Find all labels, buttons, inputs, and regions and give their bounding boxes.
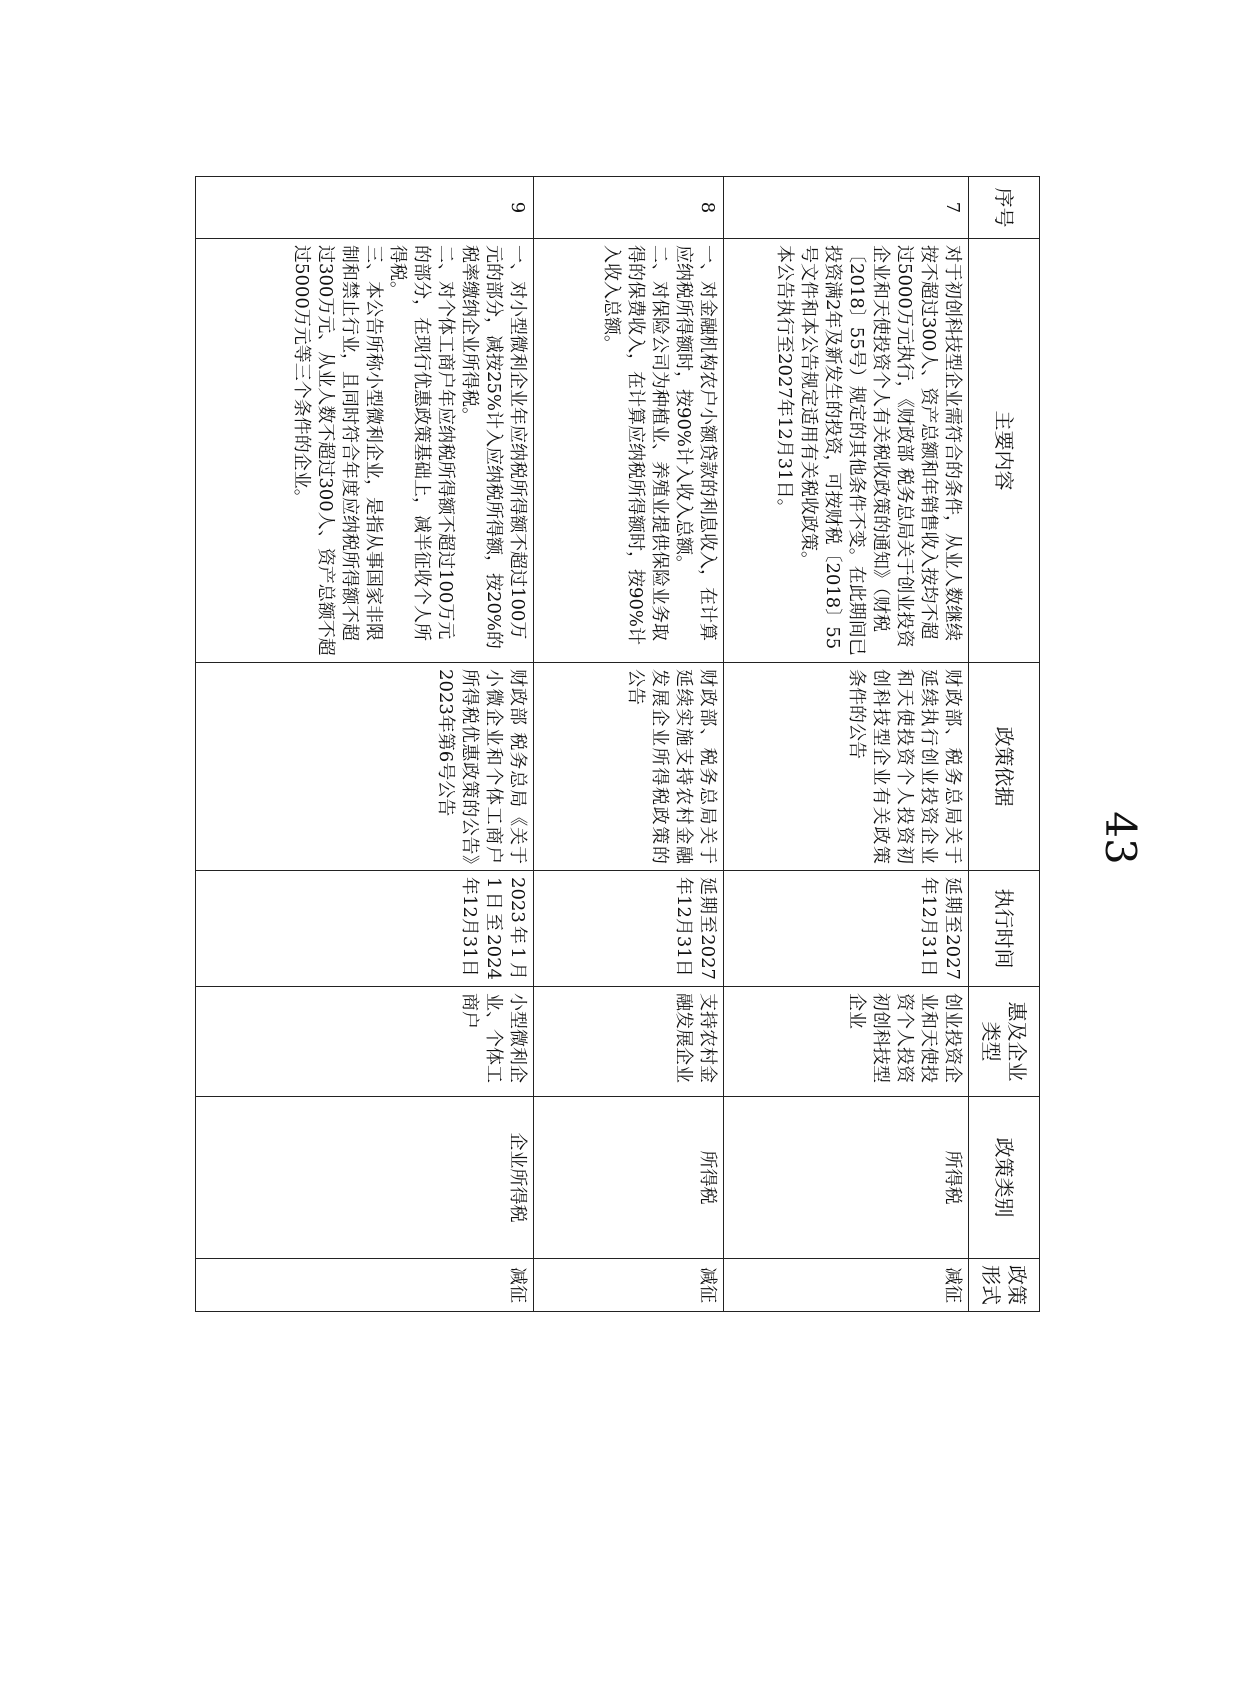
content-paragraph: 二、对保险公司为种植业、养殖业提供保险业务取得的保费收入，在计算应纳税所得额时，按90%计入收入总额。 bbox=[601, 245, 670, 646]
content-paragraph: 二、对个体工商户年应纳税所得额不超过100万元的部分，在现行优惠政策基础上，减半征收个人所得税。 bbox=[387, 245, 456, 641]
row-form: 减征 bbox=[724, 1259, 969, 1312]
row-content bbox=[534, 239, 724, 663]
content-paragraph: 本公告执行至2027年12月31日。 bbox=[774, 245, 795, 517]
row-category: 企业所得税 bbox=[196, 1097, 534, 1259]
row-category: 所得税 bbox=[724, 1097, 969, 1259]
row-form: 减征 bbox=[196, 1259, 534, 1312]
header-category: 政策类别 bbox=[969, 1097, 1040, 1259]
rotated-page-frame bbox=[195, 176, 1040, 1311]
header-seq: 序号 bbox=[969, 177, 1040, 239]
header-form: 政策形式 bbox=[969, 1259, 1040, 1312]
header-time: 执行时间 bbox=[969, 871, 1040, 987]
header-content: 主要内容 bbox=[969, 239, 1040, 663]
policy-table bbox=[195, 176, 1040, 1312]
content-paragraph: 一、对金融机构农户小额贷款的利息收入，在计算应纳税所得额时，按90%计入收入总额。 bbox=[673, 245, 718, 641]
row-beneficiary: 小型微利企业、个体工商户 bbox=[196, 987, 534, 1097]
content-paragraph: 一、对小型微利企业年应纳税所得额不超过100万元的部分，减按25%计入应纳税所得额，按20%的税率缴纳企业所得税。 bbox=[459, 245, 528, 650]
row-seq: 8 bbox=[534, 177, 724, 239]
content-paragraph: 对于初创科技型企业需符合的条件，从业人数继续按不超过300人、资产总额和年销售收入按均不超过5000万元执行，《财政部 税务总局关于创业投资企业和天使投资个人有关税收政策的通知》（财税〔2018〕55号）规定的其他条件不变。在此期间已投资满2年及新发生的投资，可按财税〔2018〕55号文件和本公告规定适用有关税收政策。 bbox=[798, 245, 963, 656]
table-row bbox=[724, 177, 969, 1312]
row-form: 减征 bbox=[534, 1259, 724, 1312]
row-seq: 9 bbox=[196, 177, 534, 239]
row-basis: 财政部、税务总局关于延续实施支持农村金融发展企业所得税政策的公告 bbox=[534, 663, 724, 871]
table-row bbox=[534, 177, 724, 1312]
row-beneficiary: 支持农村金融发展企业 bbox=[534, 987, 724, 1097]
content-paragraph: 三、本公告所称小型微利企业，是指从事国家非限制和禁止行业，且同时符合年度应纳税所得额不超过300万元、从业人数不超过300人、资产总额不超过5000万元等三个条件的企业。 bbox=[291, 245, 384, 656]
row-content bbox=[724, 239, 969, 663]
table-row bbox=[196, 177, 534, 1312]
row-basis: 财政部 税务总局《关于小微企业和个体工商户所得税优惠政策的公告》2023年第6号公告 bbox=[196, 663, 534, 871]
row-content bbox=[196, 239, 534, 663]
row-seq: 7 bbox=[724, 177, 969, 239]
row-basis: 财政部、税务总局关于延续执行创业投资企业和天使投资个人投资初创科技型企业有关政策条件的公告 bbox=[724, 663, 969, 871]
table-header-row bbox=[969, 177, 1040, 1312]
row-category: 所得税 bbox=[534, 1097, 724, 1259]
page-number: 43 bbox=[1096, 811, 1145, 865]
header-basis: 政策依据 bbox=[969, 663, 1040, 871]
row-time: 2023年1月1日至2024年12月31日 bbox=[196, 871, 534, 987]
header-beneficiary: 惠及企业类型 bbox=[969, 987, 1040, 1097]
row-time: 延期至2027年12月31日 bbox=[724, 871, 969, 987]
row-time: 延期至2027年12月31日 bbox=[534, 871, 724, 987]
row-beneficiary: 创业投资企业和天使投资个人投资初创科技型企业 bbox=[724, 987, 969, 1097]
